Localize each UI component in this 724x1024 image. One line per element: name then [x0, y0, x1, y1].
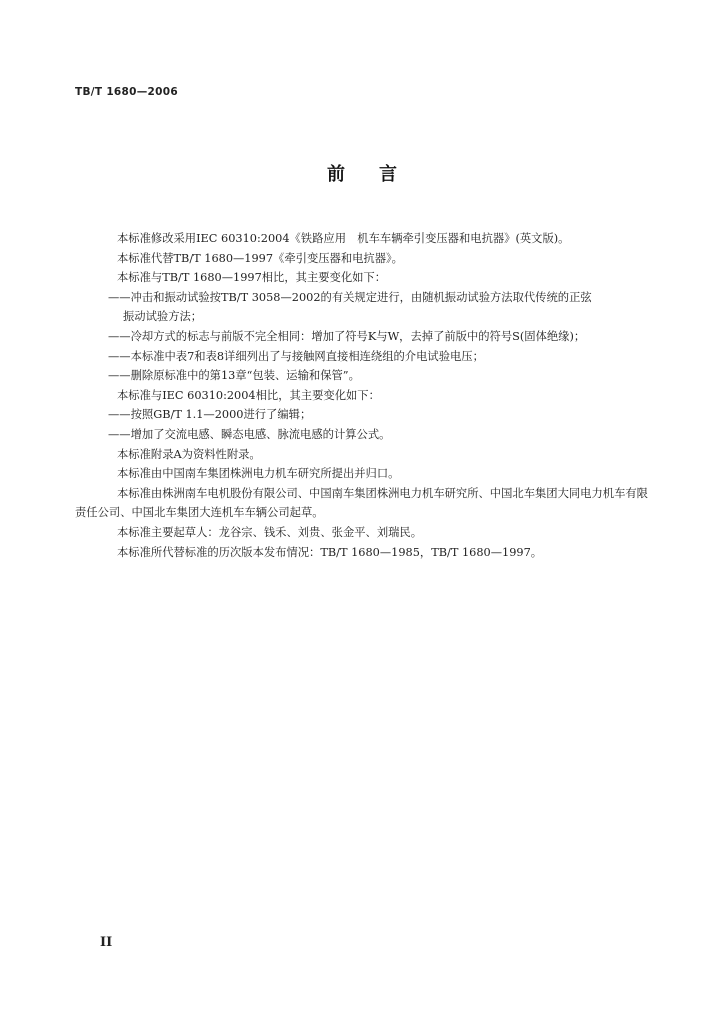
- list-item-inductance-formulas: ——增加了交流电感、瞬态电感、脉流电感的计算公式。: [108, 427, 391, 441]
- standard-number-header: TB/T 1680—2006: [75, 86, 178, 98]
- paragraph-proposed-by: 本标准由中国南车集团株洲电力机车研究所提出并归口。: [117, 467, 400, 481]
- list-item-dielectric-voltage: ——本标准中表7和表8详细列出了与接触网直接相连绕组的介电试验电压；: [108, 349, 484, 363]
- list-item-vibration-test-cont: 振动试验方法；: [123, 310, 203, 324]
- list-item-vibration-test: ——冲击和振动试验按TB/T 3058—2002的有关规定进行，由随机振动试验方法取代传统的正弦: [108, 290, 592, 304]
- paragraph-drafted-by: 本标准由株洲南车电机股份有限公司、中国南车集团株洲电力机车研究所、中国北车集团大同电力机车有限责任公司、中国北车集团大连机车车辆公司起草。: [75, 486, 648, 520]
- page-number: II: [100, 935, 113, 950]
- list-item-cooling-marks: ——冷却方式的标志与前版不完全相同：增加了符号K与W，去掉了前版中的符号S(固体绝缘)；: [108, 329, 586, 343]
- paragraph-main-drafters: 本标准主要起草人：龙谷宗、钱禾、刘贵、张金平、刘瑞民。: [117, 525, 423, 539]
- paragraph-replaces: 本标准代替TB/T 1680—1997《牵引变压器和电抗器》。: [117, 251, 403, 265]
- paragraph-annex: 本标准附录A为资料性附录。: [117, 447, 261, 461]
- paragraph-iec-changes-intro: 本标准与IEC 60310:2004相比，其主要变化如下：: [117, 388, 380, 402]
- paragraph-changes-intro: 本标准与TB/T 1680—1997相比，其主要变化如下：: [117, 271, 387, 285]
- paragraph-adoption: 本标准修改采用IEC 60310:2004《铁路应用 机车车辆牵引变压器和电抗器》(英文版)。: [117, 232, 570, 245]
- list-item-edited-per-gb: ——按照GB/T 1.1—2000进行了编辑；: [108, 408, 312, 422]
- foreword-body: [75, 229, 655, 562]
- list-item-removed-chapter: ——删除原标准中的第13章“包装、运输和保管”。: [108, 369, 360, 383]
- page-title: 前言: [327, 164, 431, 185]
- paragraph-edition-history: 本标准所代替标准的历次版本发布情况：TB/T 1680—1985，TB/T 1680—1997。: [117, 545, 543, 559]
